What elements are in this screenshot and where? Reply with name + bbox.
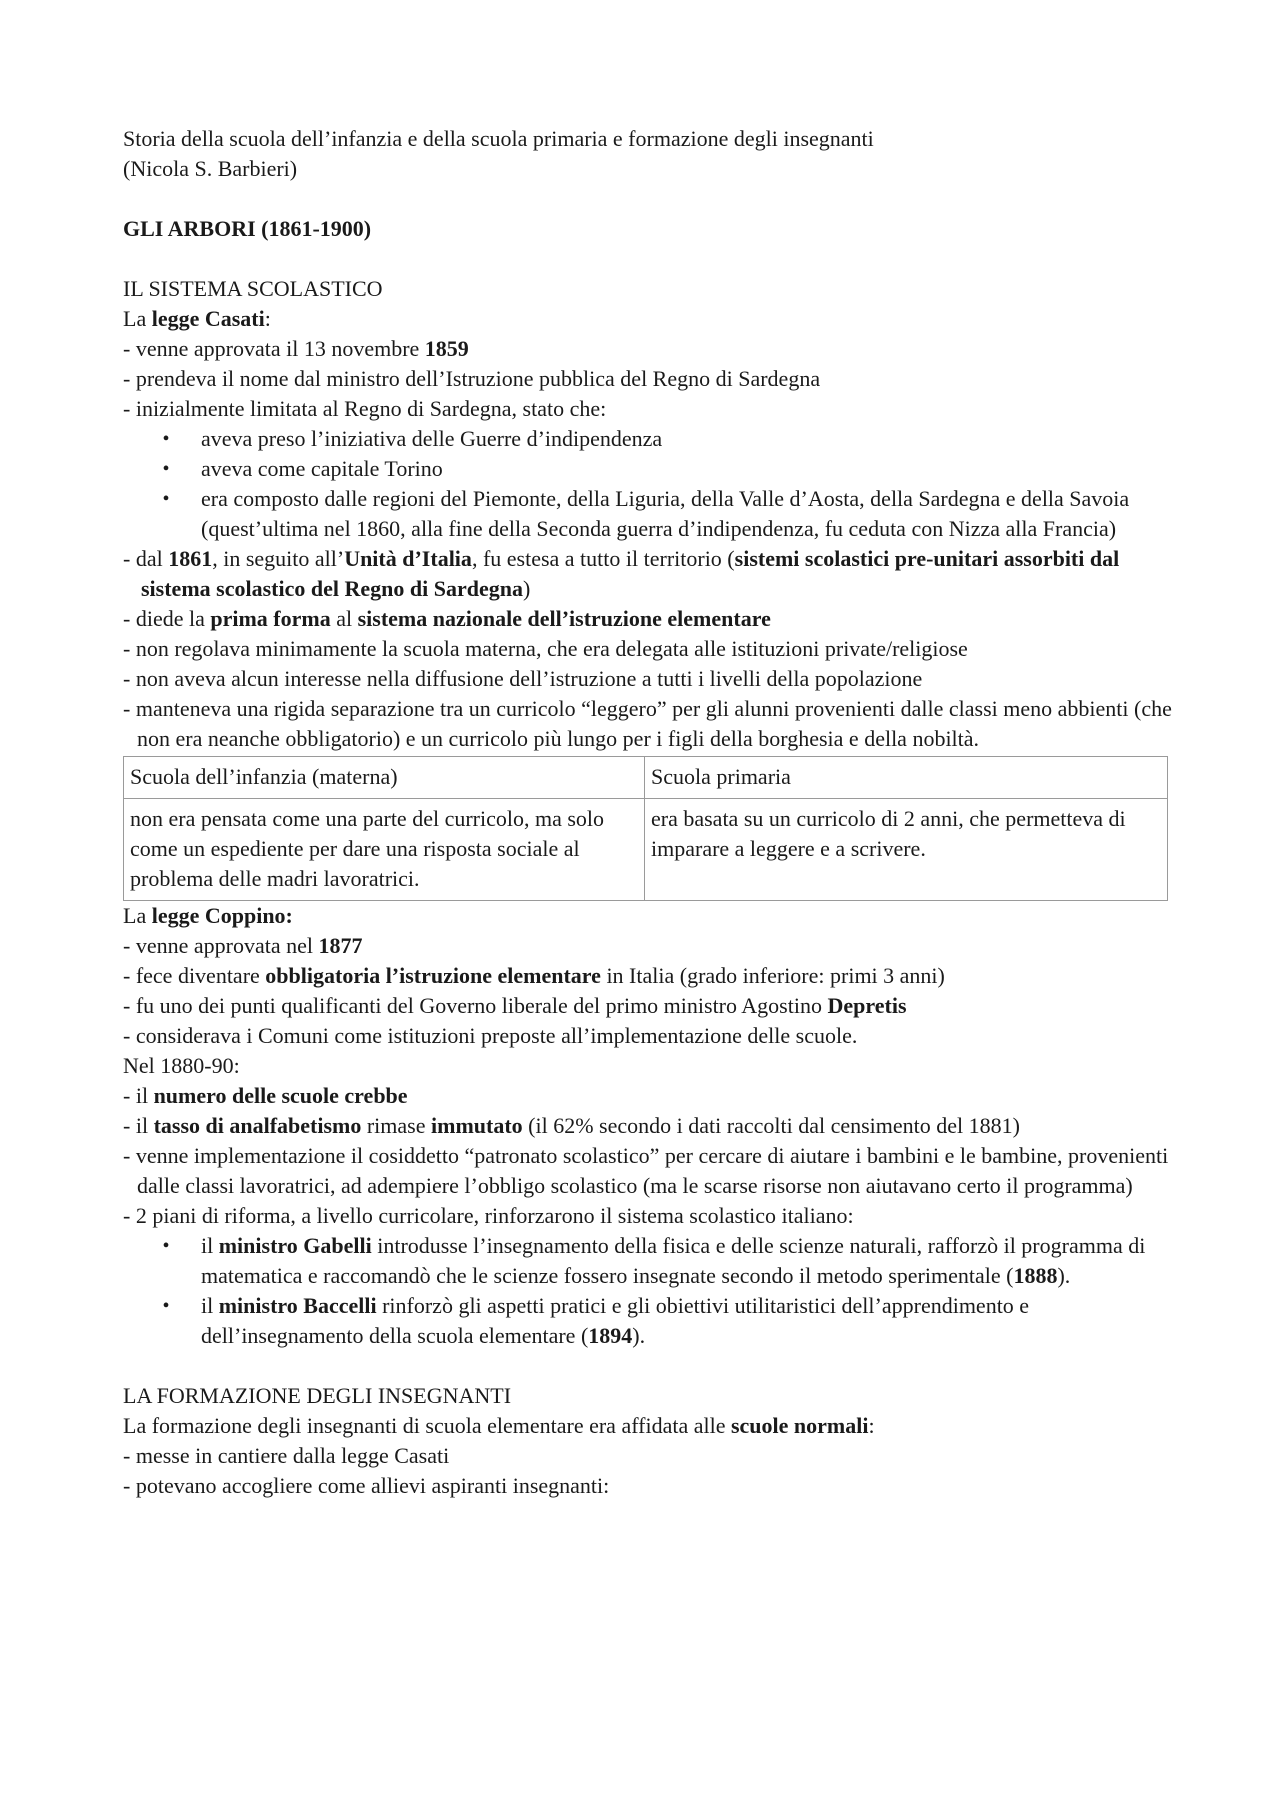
table-row	[124, 799, 1168, 901]
list-item: - considerava i Comuni come istituzioni preposte all’implementazione delle scuole.	[123, 1023, 858, 1048]
bullet-item: • il ministro Baccelli rinforzò gli aspetti pratici e gli obiettivi utilitaristici dell’apprendimento e dell’insegnamento della scuola elementare (1894).	[162, 1293, 1030, 1348]
document-page	[123, 124, 1173, 1501]
bullet-icon: •	[162, 1235, 170, 1257]
formazione-heading: LA FORMAZIONE DEGLI INSEGNANTI	[123, 1383, 512, 1408]
bullet-icon: •	[162, 458, 170, 480]
bullet-list	[123, 1231, 1173, 1351]
document-author: (Nicola S. Barbieri)	[123, 156, 298, 181]
list-item: - non aveva alcun interesse nella diffusione dell’istruzione a tutti i livelli della popolazione	[123, 666, 923, 691]
sistema-heading: IL SISTEMA SCOLASTICO	[123, 276, 383, 301]
casati-intro: La legge Casati:	[123, 306, 271, 331]
list-item: - il numero delle scuole crebbe	[123, 1083, 408, 1108]
list-item: - non regolava minimamente la scuola materna, che era delegata alle istituzioni private/religiose	[123, 636, 968, 661]
bullet-list	[123, 424, 1173, 544]
list-item: - venne approvata il 13 novembre 1859	[123, 336, 469, 361]
list-item: - prendeva il nome dal ministro dell’Istruzione pubblica del Regno di Sardegna	[123, 366, 821, 391]
list-item: - messe in cantiere dalla legge Casati	[123, 1443, 450, 1468]
list-item: - inizialmente limitata al Regno di Sardegna, stato che:	[123, 396, 607, 421]
list-item: - venne approvata nel 1877	[123, 933, 363, 958]
list-item: - fu uno dei punti qualificanti del Governo liberale del primo ministro Agostino Depretis	[123, 993, 907, 1018]
list-item: - 2 piani di riforma, a livello curricolare, rinforzarono il sistema scolastico italiano:	[123, 1203, 854, 1228]
decade-intro: Nel 1880-90:	[123, 1053, 240, 1078]
list-item: - venne implementazione il cosiddetto “patronato scolastico” per cercare di aiutare i bambini e le bambine, provenienti dalle classi lavoratrici, ad adempiere l’obbligo scolastico (ma le scarse risorse non aiutavano certo il programma)	[123, 1143, 1169, 1198]
bullet-item: • aveva preso l’iniziativa delle Guerre d’indipendenza	[123, 424, 1173, 454]
list-item: - il tasso di analfabetismo rimase immutato (il 62% secondo i dati raccolti dal censimento del 1881)	[123, 1113, 1020, 1138]
list-item: - fece diventare obbligatoria l’istruzione elementare in Italia (grado inferiore: primi 3 anni)	[123, 963, 945, 988]
bullet-item: • era composto dalle regioni del Piemonte, della Liguria, della Valle d’Aosta, della Sardegna e della Savoia (quest’ultima nel 1860, alla fine della Seconda guerra d’indipendenza, fu ceduta con Nizza alla Francia)	[162, 486, 1130, 541]
document-title: Storia della scuola dell’infanzia e della scuola primaria e formazione degli insegnanti	[123, 126, 874, 151]
table-cell: non era pensata come una parte del curricolo, ma solo come un espediente per dare una risposta sociale al problema delle madri lavoratrici.	[124, 799, 645, 901]
bullet-icon: •	[162, 428, 170, 450]
bullet-item: • il ministro Gabelli introdusse l’insegnamento della fisica e delle scienze naturali, rafforzò il programma di matematica e raccomandò che le scienze fossero insegnate secondo il metodo sperimentale (1888).	[162, 1233, 1146, 1288]
bullet-icon: •	[162, 488, 170, 510]
bullet-icon: •	[162, 1295, 170, 1317]
table-header-cell: Scuola dell’infanzia (materna)	[124, 757, 645, 799]
table-header-cell: Scuola primaria	[645, 757, 1168, 799]
list-item: - manteneva una rigida separazione tra un curricolo “leggero” per gli alunni provenienti dalle classi meno abbienti (che non era neanche obbligatorio) e un curricolo più lungo per i figli della borghesia e della nobiltà.	[123, 696, 1172, 751]
formazione-intro: La formazione degli insegnanti di scuola elementare era affidata alle scuole normali:	[123, 1413, 875, 1438]
section-heading: GLI ARBORI (1861-1900)	[123, 216, 372, 241]
list-item: - diede la prima forma al sistema nazionale dell’istruzione elementare	[123, 606, 771, 631]
table-header-row	[124, 757, 1168, 799]
comparison-table	[123, 756, 1168, 901]
table-cell: era basata su un curricolo di 2 anni, che permetteva di imparare a leggere e a scrivere.	[645, 799, 1168, 901]
coppino-intro: La legge Coppino:	[123, 903, 293, 928]
list-item: - potevano accogliere come allievi aspiranti insegnanti:	[123, 1473, 610, 1498]
bullet-item: • aveva come capitale Torino	[123, 454, 1173, 484]
list-item: - dal 1861, in seguito all’Unità d’Italia, fu estesa a tutto il territorio (sistemi scolastici pre-unitari assorbiti dal sistema scolastico del Regno di Sardegna)	[123, 546, 1120, 601]
